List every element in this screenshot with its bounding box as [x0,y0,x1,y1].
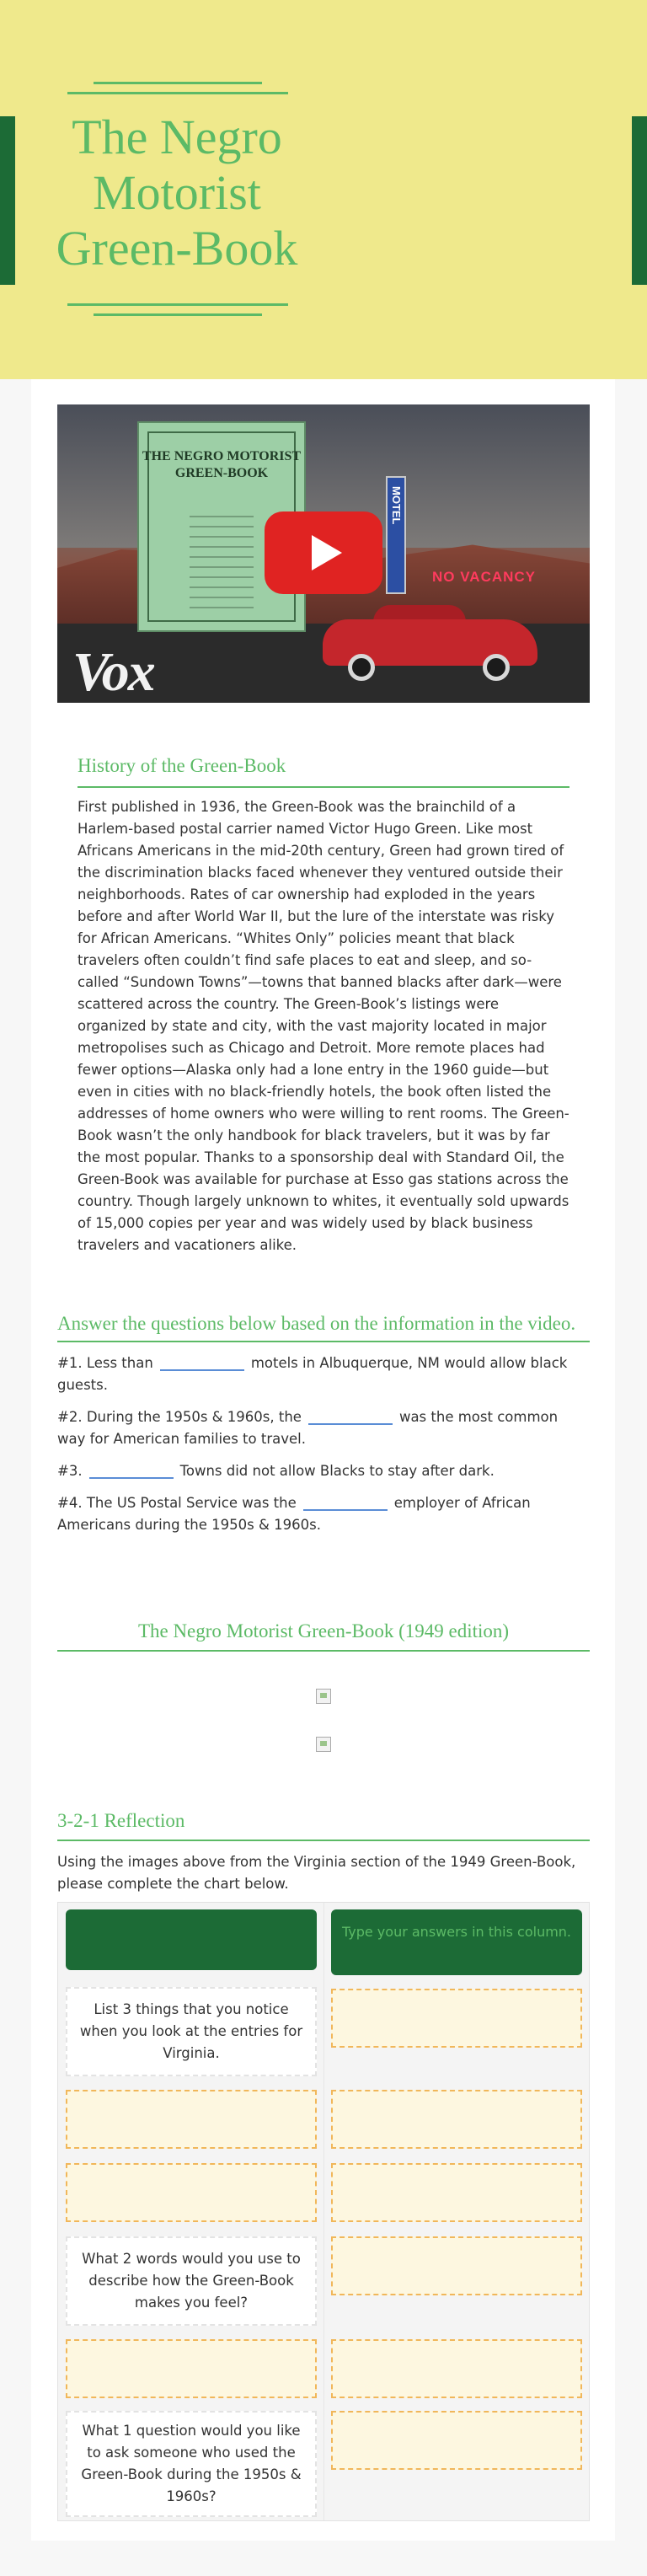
question-item: #3. Towns did not allow Blacks to stay after dark. [57,1463,495,1479]
title-bottom-rules [67,303,288,316]
edition-title: The Negro Motorist Green-Book (1949 edition) [137,1620,510,1641]
divider [57,1650,590,1652]
question-item: #4. The US Postal Service was the employer of African Americans during the 1950s & 1960s. [57,1495,531,1533]
question-item: #2. During the 1950s & 1960s, the was the most common way for American families to travel. [57,1409,559,1447]
question-list [57,1352,590,1536]
book-title: THE NEGRO MOTORIST GREEN-BOOK [142,449,302,480]
answer-cell[interactable] [331,2411,582,2470]
page-title: The Negro Motorist Green-Book [56,110,298,276]
header-banner [0,0,647,379]
broken-image-icon [316,1737,331,1752]
answer-cell[interactable] [331,2163,582,2222]
reflection-title: 3-2-1 Reflection [57,1810,185,1831]
questions-section [57,1312,590,1546]
answer-cell[interactable] [66,2339,317,2398]
right-accent-bar [632,116,647,285]
motel-sign: MOTEL [386,476,406,594]
vox-logo: Vox [72,641,154,703]
answer-cell[interactable] [331,2090,582,2149]
questions-title: Answer the questions below based on the information in the video. [57,1313,576,1334]
video-embed[interactable] [57,404,590,703]
answer-cell[interactable] [66,2090,317,2149]
chart-header-left [66,1909,317,1970]
chart-header-right: Type your answers in this column. [331,1909,582,1975]
video-play-button[interactable] [265,511,382,594]
title-top-rules [67,82,288,94]
left-accent-bar [0,116,15,285]
prompt-cell-3-things: List 3 things that you notice when you look at the entries for Virginia. [66,1987,317,2076]
prompt-cell-2-words: What 2 words would you use to describe how the Green-Book makes you feel? [66,2236,317,2326]
answer-blank[interactable] [160,1354,244,1371]
divider [78,786,569,788]
prompt-cell-1-question: What 1 question would you like to ask someone who used the Green-Book during the 1950s & 1960s? [66,2411,317,2517]
question-item: #1. Less than motels in Albuquerque, NM would allow black guests. [57,1355,568,1393]
answer-blank[interactable] [89,1462,174,1479]
divider [57,1840,590,1841]
car-wheel [483,654,510,681]
history-body: First published in 1936, the Green-Book was the brainchild of a Harlem-based postal carrier named Victor Hugo Green. Like most Africans Americans in the mid-20th century, Green had grown tired of the discrimination blacks faced whenever they ventured outside their neighborhoods. Rates of car ownership had exploded in the years before and after World War II, but the lure of the interstate was risky for African Americans. “Whites Only” policies meant that black travelers often couldn’t find safe places to eat and sleep, and so-called “Sundown Towns”—towns that banned blacks after dark—were scattered across the country. The Green-Book’s listings were organized by state and city, with the vast majority located in major metropolises such as Chicago and Detroit. More remote places had fewer options—Alaska only had a lone entry in the 1960 guide—but even in cities with no black-friendly hotels, the book often listed the addresses of home owners who were willing to rent rooms. The Green-Book wasn’t the only handbook for black travelers, but it was by far the most popular. Thanks to a sponsorship deal with Standard Oil, the Green-Book was available for purchase at Esso gas stations across the country. Though largely unknown to whites, it eventually sold upwards of 15,000 copies per year and was widely used by black business travelers and vacationers alike. [78,799,569,1253]
play-icon [312,535,342,570]
answer-cell[interactable] [331,2339,582,2398]
divider [57,1341,590,1342]
reflection-intro: Using the images above from the Virginia section of the 1949 Green-Book, please complete the chart below. [57,1854,576,1892]
answer-cell[interactable] [331,1989,582,2048]
answer-cell[interactable] [66,2163,317,2222]
edition-section [57,1620,590,1652]
reflection-chart [57,1902,590,2521]
history-section [78,754,569,1256]
neon-sign: NO VACANCY [432,569,537,585]
answer-blank[interactable] [303,1494,388,1511]
history-title: History of the Green-Book [78,755,286,776]
reflection-section [57,1809,590,1895]
broken-image-icon [316,1689,331,1704]
car-wheel [348,654,375,681]
answer-cell[interactable] [331,2236,582,2295]
answer-blank[interactable] [308,1408,393,1425]
